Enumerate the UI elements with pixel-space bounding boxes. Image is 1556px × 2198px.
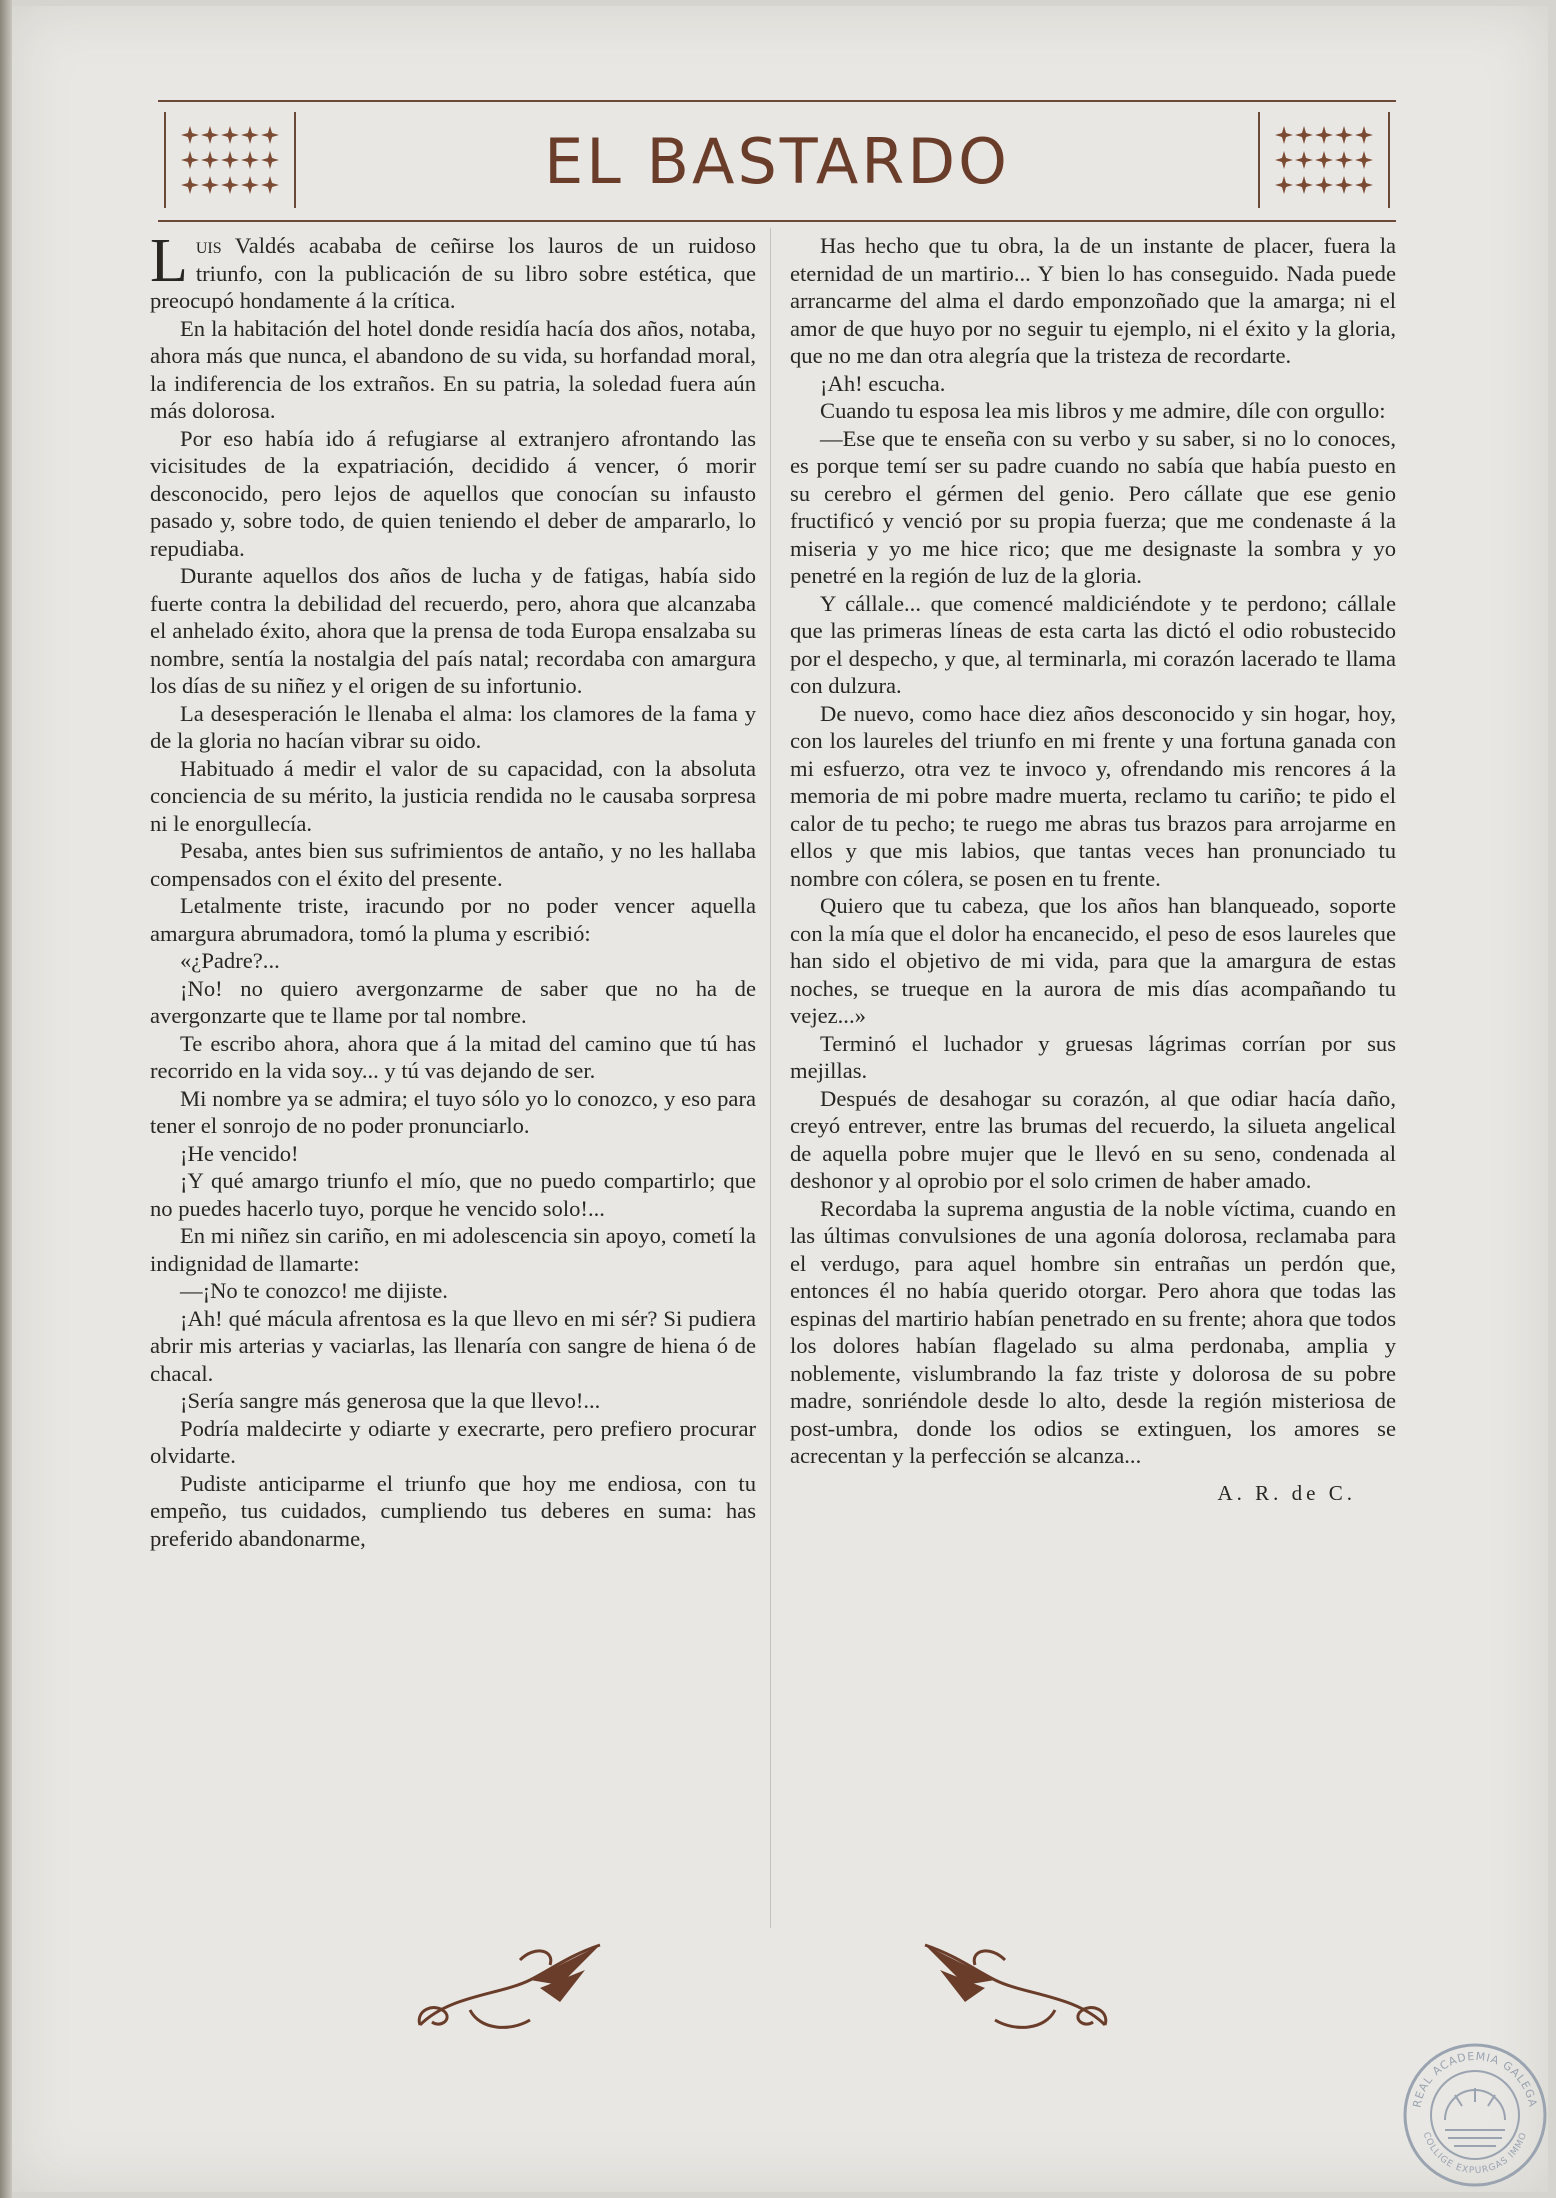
paragraph: ¡He vencido! [180, 1140, 299, 1166]
paragraph: ¡Ah! qué mácula afrentosa es la que llevo en mi sér? Si pudiera abrir mis arterias y vaciarlas, las llenaría con sangre de hiena ó de chacal. [150, 1305, 756, 1386]
paragraph: Letalmente triste, iracundo por no poder vencer aquella amargura abrumadora, tomó la pluma y escribió: [150, 893, 756, 946]
paragraph: Podría maldecirte y odiarte y execrarte, pero prefiero procurar olvidarte. [150, 1415, 756, 1468]
paragraph: ¡Y qué amargo triunfo el mío, que no puedo compartirlo; que no puedes hacerlo tuyo, porque he vencido solo!... [150, 1168, 756, 1221]
seal-text-bottom: COLLIGE EXPURGAS IMMO [1420, 2130, 1530, 2177]
paragraph: ¡Sería sangre más generosa que la que llevo!... [180, 1388, 601, 1413]
ornament-box-left [164, 112, 296, 208]
opening-words: uis [195, 233, 222, 258]
paragraph: En la habitación del hotel donde residía hacía dos años, notaba, ahora más que nunca, el abandono de su vida, su horfandad moral, la indiferencia de los extraños. En su patria, la soledad fuera aún más dolorosa. [150, 315, 756, 423]
paragraph: Pesaba, antes bien sus sufrimientos de antaño, y no les hallaba compensados con el éxito del presente. [150, 838, 756, 891]
paragraph: Terminó el luchador y gruesas lágrimas corrían por sus mejillas. [790, 1030, 1396, 1083]
paragraph: Luis Valdés acababa de ceñirse los lauros de un ruidoso triunfo, con la publicación de su libro sobre estética, que preocupó hondamente á la crítica. [150, 227, 756, 313]
paragraph: Mi nombre ya se admira; el tuyo sólo yo lo conozco, y eso para tener el sonrojo de no poder pronunciarlo. [150, 1085, 756, 1138]
paragraph: —¡No te conozco! me dijiste. [180, 1278, 448, 1303]
paragraph: Cuando tu esposa lea mis libros y me admire, díle con orgullo: [820, 398, 1386, 423]
text-column-left [150, 227, 756, 1552]
paragraph: —Ese que te enseña con su verbo y su saber, si no lo conoces, es porque temí ser su padre cuando no sabía que había puesto en su cerebro el gérmen del genio. Pero cállate que ese genio fructificó y venció por su propia fuerza; que me condenaste á la miseria y yo me hice rico; que me designaste la sombra y yo penetré en la región de luz de la gloria. [790, 425, 1396, 588]
column-divider [770, 228, 771, 1928]
ornament-box-right [1258, 112, 1390, 208]
text-column-right [790, 232, 1396, 1507]
author-signature: A. R. de C. [1217, 1480, 1356, 1505]
paragraph: «¿Padre?... [180, 948, 280, 973]
paragraph: Recordaba la suprema angustia de la noble víctima, cuando en las últimas convulsiones de una agonía dolorosa, reclamaba para el verdugo, para aquel hombre sin entrañas un perdón que, entonces él no había querido otorgar. Pero ahora que todas las espinas del martirio habían penetrado en su frente; ahora que todos los dolores habían flagelado su alma perdonaba, amplia y noblemente, vislumbrando la faz triste y dolorosa de su pobre madre, sonriéndole desde lo alto, desde la región misteriosa de post-umbra, donde los odios se extinguen, los amores se acrecentan y la perfección se alcanza... [790, 1195, 1396, 1468]
page-binding-edge [0, 0, 12, 2198]
paragraph: La desesperación le llenaba el alma: los clamores de la fama y de la gloria no hacían vibrar su oido. [150, 700, 756, 753]
paragraph: Quiero que tu cabeza, que los años han blanqueado, soporte con la mía que el dolor ha encanecido, el peso de esos laureles que han sido el objetivo de mi vida, para que la amargura de estas noches, se trueque en la aurora de mis días acompañando tu vejez...» [790, 893, 1396, 1028]
paragraph: Habituado á medir el valor de su capacidad, con la absoluta conciencia de su mérito, la justicia rendida no le causaba sorpresa ni le enorgullecía. [150, 755, 756, 836]
paragraph: Por eso había ido á refugiarse al extranjero afrontando las vicisitudes de la expatriación, decidido á vencer, ó morir desconocido, pero lejos de aquellos que conocían su infausto pasado y, sobre todo, de quien teniendo el deber de ampararlo, lo repudiaba. [150, 425, 756, 561]
paragraph: Y cállale... que comencé maldiciéndote y te perdono; cállale que las primeras líneas de esta carta las dictó el odio robustecido por el despecho, y que, al terminarla, mi corazón lacerado te llama con dulzura. [790, 590, 1396, 698]
paragraph: ¡No! no quiero avergonzarme de saber que no ha de avergonzarte que te llame por tal nombre. [150, 975, 756, 1028]
paragraph: Te escribo ahora, ahora que á la mitad del camino que tú has recorrido en la vida soy... y tú vas dejando de ser. [150, 1030, 756, 1083]
paragraph: Has hecho que tu obra, la de un instante de placer, fuera la eternidad de un martirio... Y bien lo has conseguido. Nada puede arrancarme del alma el dardo emponzoñado que la amarga; ni el amor de que huyo por no seguir tu ejemplo, ni el éxito y la gloria, que no me dan otra alegría que la tristeza de recordarte. [790, 233, 1396, 368]
library-seal-stamp [1400, 2040, 1550, 2190]
flower-pattern-icon [1274, 125, 1374, 195]
paragraph: Pudiste anticiparme el triunfo que hoy me endiosa, con tu empeño, tus cuidados, cumpliendo tus deberes en suma: has preferido abandonarme, [150, 1470, 756, 1551]
fleuron-right-icon [915, 1940, 1115, 2040]
flower-pattern-icon [180, 125, 280, 195]
paragraph: En mi niñez sin cariño, en mi adolescencia sin apoyo, cometí la indignidad de llamarte: [150, 1223, 756, 1276]
paragraph: ¡Ah! escucha. [820, 370, 946, 396]
paragraph: De nuevo, como hace diez años desconocido y sin hogar, hoy, con los laureles del triunfo en mi frente y una fortuna ganada con mi esfuerzo, otra vez te invoco y, ofrendando mis rencores á la memoria de mi pobre madre muerta, reclamo tu cariño; te pido el calor de tu pecho; te ruego me abras tus brazos para arrojarme en ellos y que mis labios, que tantas veces han pronunciado tu nombre con cólera, se posen en tu frente. [790, 700, 1396, 891]
title-banner [158, 100, 1396, 222]
article-title: EL BASTARDO [544, 124, 1010, 198]
fleuron-left-icon [410, 1940, 610, 2040]
drop-cap: L [150, 227, 188, 295]
paragraph: Después de desahogar su corazón, al que odiar hacía daño, creyó entrever, entre las brumas del recuerdo, la silueta angelical de aquella pobre mujer que le llevó en su seno, condenada al deshonor y al oprobio por el solo crimen de haber amado. [790, 1085, 1396, 1193]
paragraph: Durante aquellos dos años de lucha y de fatigas, había sido fuerte contra la debilidad del recuerdo, pero, ahora que alcanzaba el anhelado éxito, ahora que la prensa de toda Europa ensalzaba su nombre, sentía la nostalgia del país natal; recordaba con amargura los días de su niñez y el origen de su infortunio. [150, 563, 756, 698]
seal-text-top: REAL ACADEMIA GALEGA [1410, 2049, 1540, 2109]
